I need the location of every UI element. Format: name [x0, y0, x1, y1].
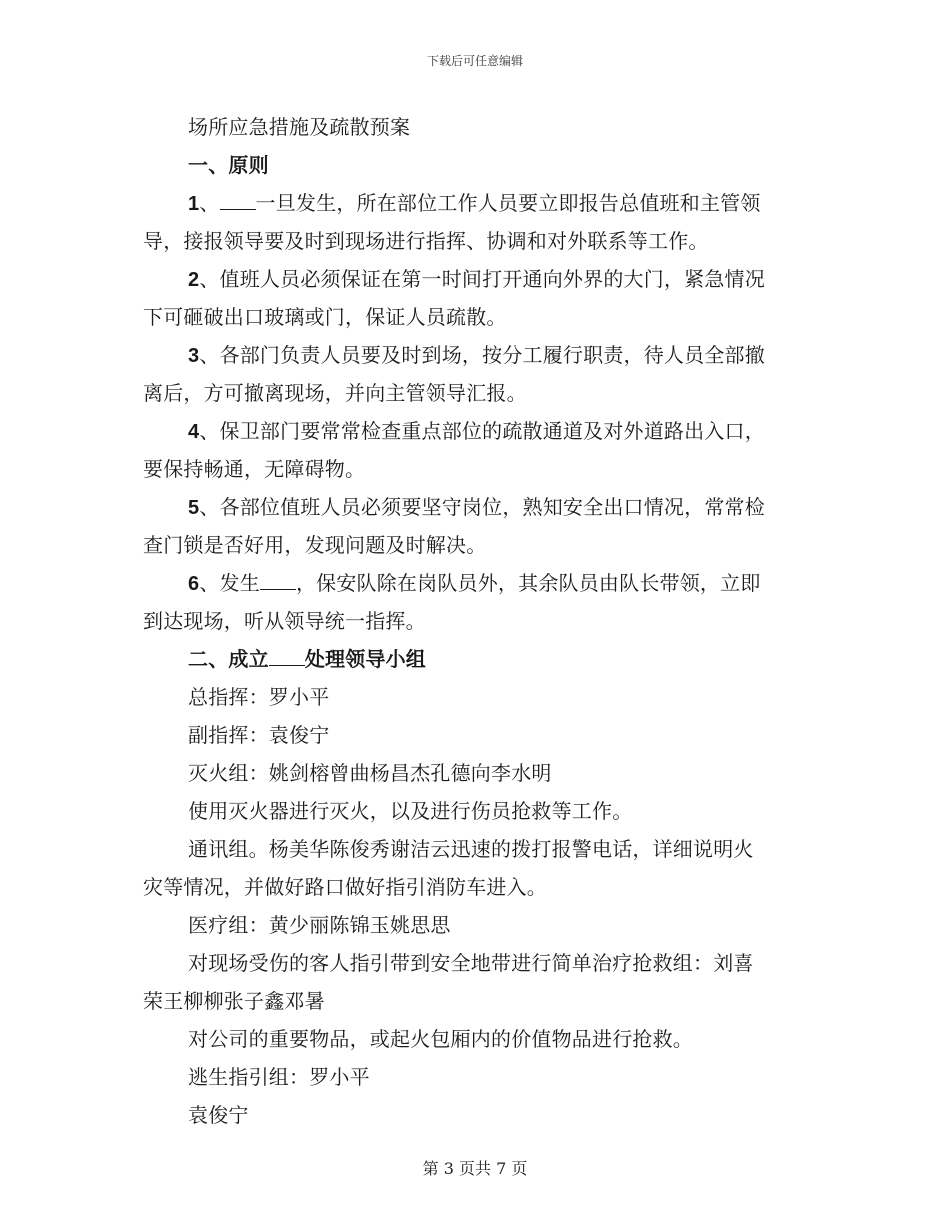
rescue-team-line-2: 荣王柳柳张子鑫邓暑 [143, 989, 325, 1013]
heading-text: 处理领导小组 [304, 647, 427, 671]
section-heading-leadership [188, 646, 853, 672]
escape-team: 逃生指引组：罗小平 [188, 1065, 370, 1089]
blank-line [260, 588, 296, 590]
item-number: 6 [188, 573, 200, 595]
item-text: 、值班人员必须保证在第一时间打开通向外界的大门，紧急情况 [199, 267, 765, 291]
blank-line [269, 664, 305, 666]
item-3-line-2: 离后，方可撤离现场，并向主管领导汇报。 [143, 381, 527, 405]
comm-team-line-1: 通讯组。杨美华陈俊秀谢洁云迅速的拨打报警电话，详细说明火 [188, 837, 754, 861]
page-footer: 第 3 页共 7 页 [422, 1159, 528, 1178]
item-text: 一旦发生，所在部位工作人员要立即报告总值班和主管领 [255, 191, 761, 215]
page-header: 下载后可任意编辑 [426, 54, 523, 68]
item-text: ，保安队除在岗队员外，其余队员由队长带领，立即 [295, 571, 761, 595]
rescue-team-line-1: 对现场受伤的客人指引带到安全地带进行简单治疗抢救组：刘喜 [188, 951, 754, 975]
item-text: 、发生 [199, 571, 260, 595]
item-5-line-1 [188, 494, 853, 521]
item-6-line-2: 到达现场，听从领导统一指挥。 [143, 609, 426, 633]
item-number: 4 [188, 421, 200, 443]
item-1-line-2: 导，接报领导要及时到现场进行指挥、协调和对外联系等工作。 [143, 229, 709, 253]
item-text: 、各部门负责人员要及时到场，按分工履行职责，待人员全部撤 [199, 343, 765, 367]
item-3-line-1 [188, 342, 853, 369]
item-5-line-2: 查门锁是否好用，发现问题及时解决。 [143, 533, 487, 557]
fire-team: 灭火组：姚剑榕曾曲杨昌杰孔德向李水明 [188, 761, 552, 785]
fire-team-duty: 使用灭火器进行灭火，以及进行伤员抢救等工作。 [188, 799, 633, 823]
deputy-commander: 副指挥：袁俊宁 [188, 723, 330, 747]
rescue-team-duty: 对公司的重要物品，或起火包厢内的价值物品进行抢救。 [188, 1027, 693, 1051]
item-1-line-1 [188, 190, 853, 217]
item-2-line-1 [188, 266, 853, 293]
section-heading-principles: 一、原则 [188, 153, 269, 177]
item-2-line-2: 下可砸破出口玻璃或门，保证人员疏散。 [143, 305, 507, 329]
item-text: 、 [199, 191, 220, 215]
item-number: 3 [188, 345, 200, 367]
item-text: 、各部位值班人员必须要坚守岗位，熟知安全出口情况，常常检 [199, 495, 765, 519]
item-6-line-1 [188, 570, 853, 597]
escape-team-member: 袁俊宁 [188, 1103, 249, 1127]
medical-team: 医疗组：黄少丽陈锦玉姚思思 [188, 913, 451, 937]
item-4-line-2: 要保持畅通，无障碍物。 [143, 457, 366, 481]
item-text: 、保卫部门要常常检查重点部位的疏散通道及对外道路出入口， [199, 419, 765, 443]
commander: 总指挥：罗小平 [188, 685, 330, 709]
document-title: 场所应急措施及疏散预案 [188, 115, 411, 139]
item-number: 1 [188, 193, 200, 215]
item-4-line-1 [188, 418, 853, 445]
blank-line [220, 208, 256, 210]
comm-team-line-2: 灾等情况，并做好路口做好指引消防车进入。 [143, 875, 547, 899]
item-number: 5 [188, 497, 200, 519]
item-number: 2 [188, 269, 200, 291]
heading-text: 二、成立 [188, 647, 269, 671]
